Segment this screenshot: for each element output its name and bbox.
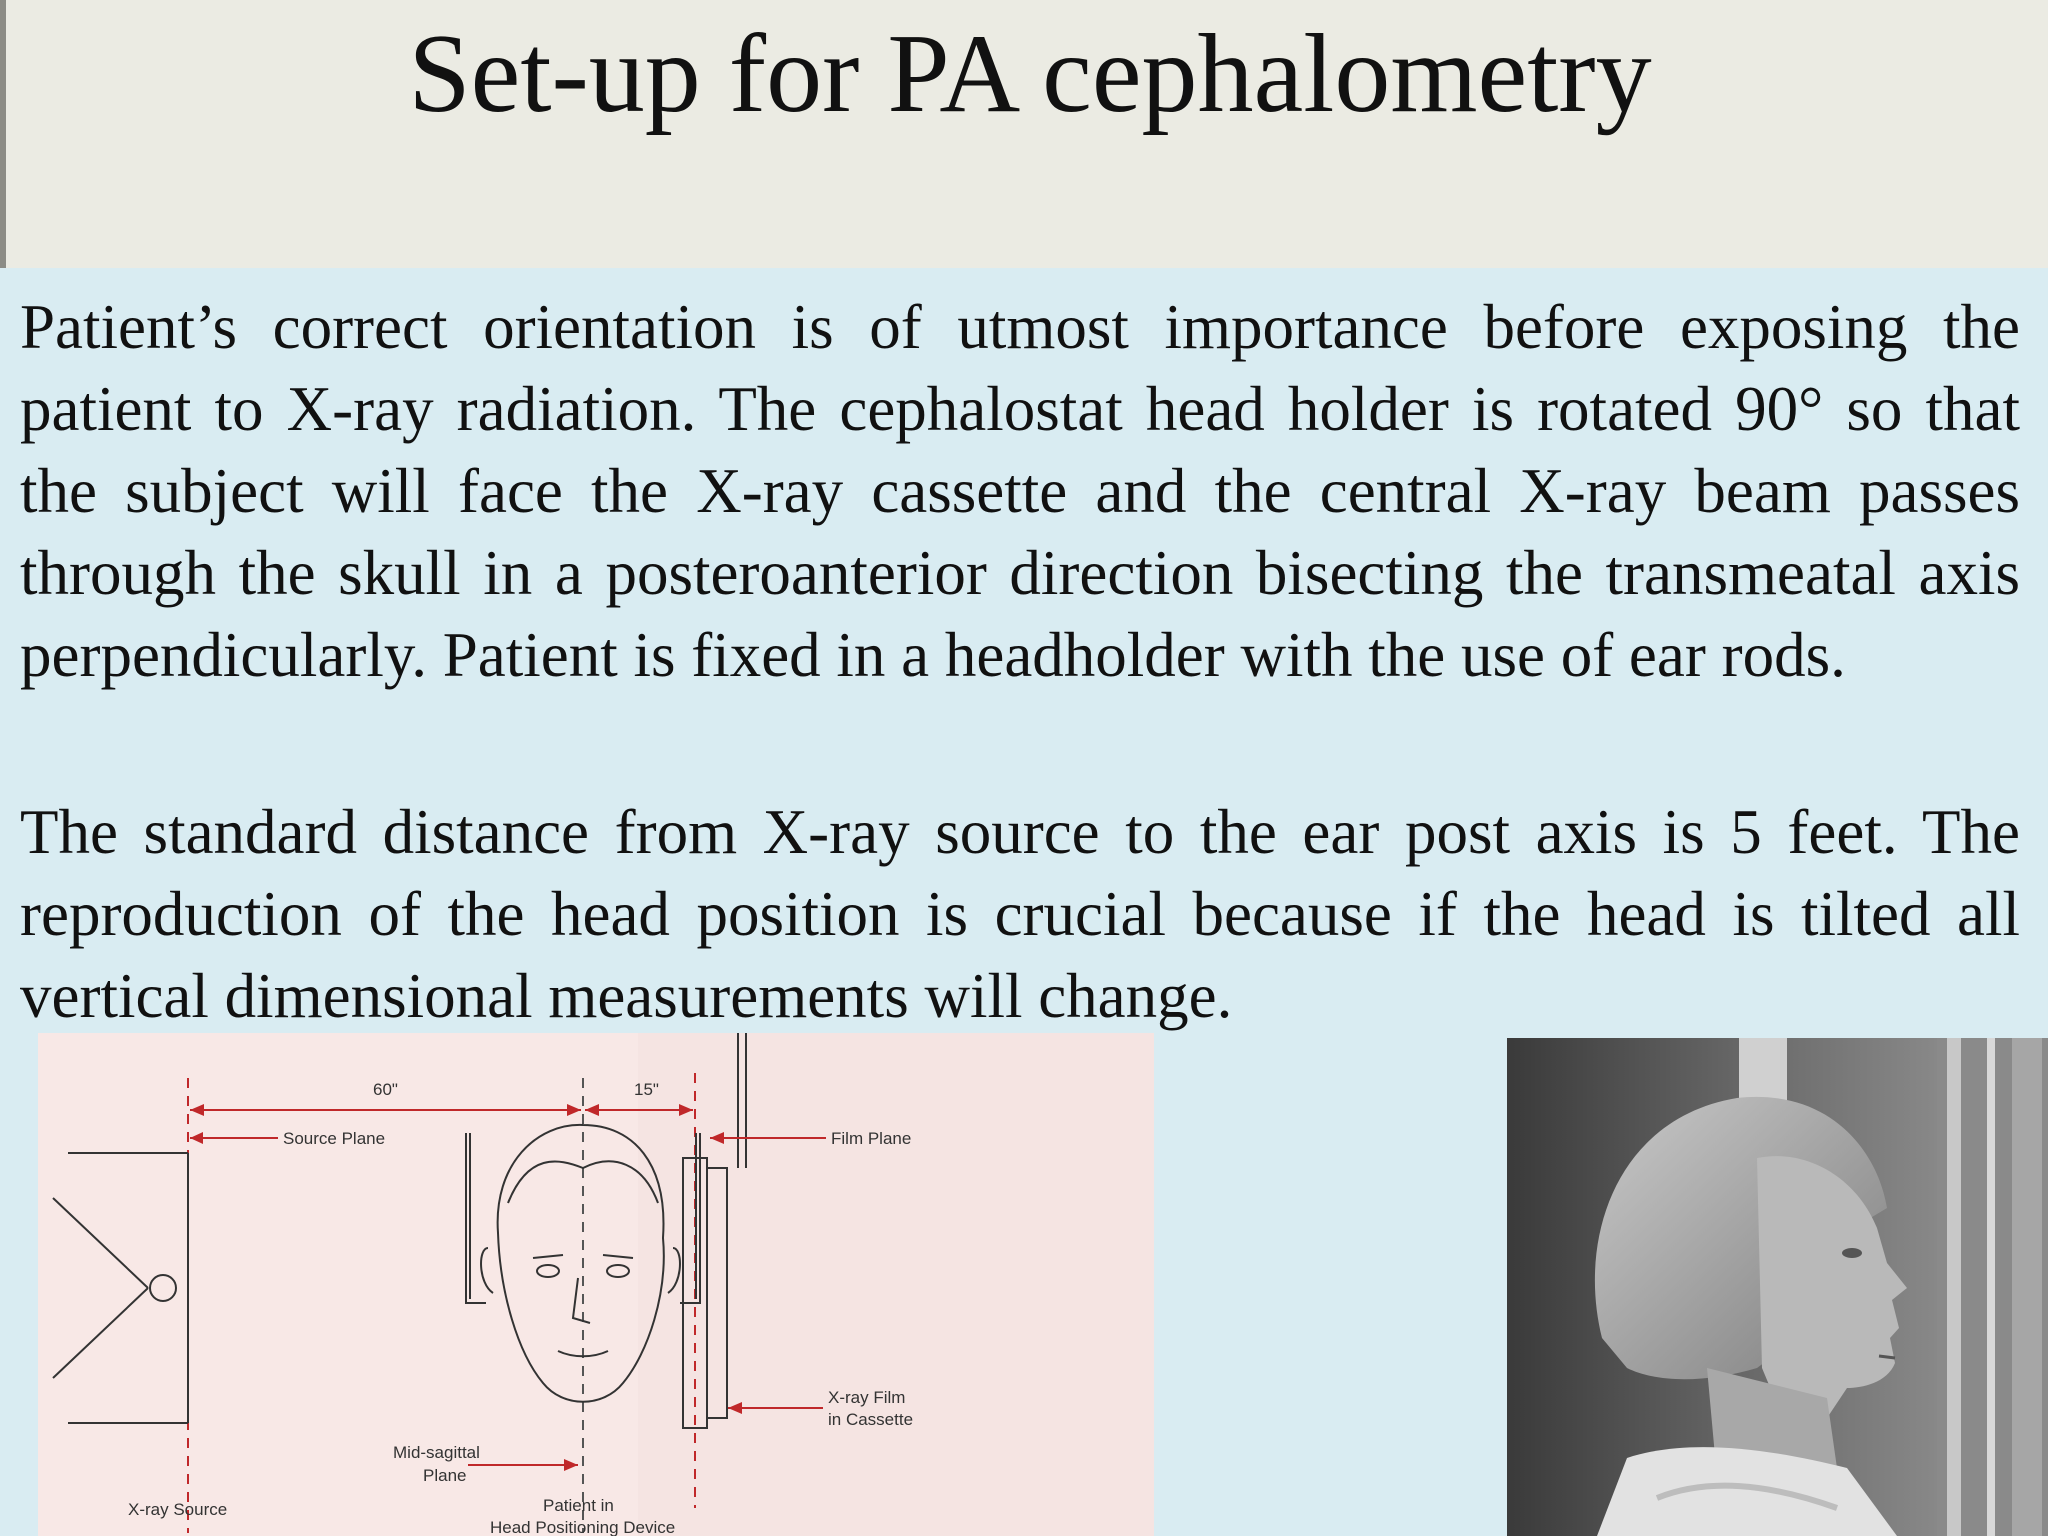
paragraph-distance: The standard distance from X-ray source to the ear post axis is 5 feet. The reproduction of the head position is crucial because if the head is tilted all vertical dimensional measurements will change. (20, 797, 2020, 1031)
xray-film-label-line1: X-ray Film (828, 1388, 906, 1407)
film-plane-label: Film Plane (831, 1129, 912, 1148)
xray-source-label: X-ray Source (128, 1500, 228, 1519)
title-bar (0, 0, 2048, 268)
patient-label-line1: Patient in (543, 1496, 614, 1515)
setup-diagram (38, 1033, 1154, 1536)
midsagittal-label-line1: Mid-sagittal (393, 1443, 480, 1462)
xray-film-label-line2: in Cassette (828, 1410, 914, 1429)
source-plane-label: Source Plane (283, 1129, 386, 1148)
distance-60-label: 60" (373, 1080, 398, 1099)
patient-photo (1507, 1038, 2048, 1536)
midsagittal-label-line2: Plane (423, 1466, 467, 1485)
slide-title: Set-up for PA cephalometry (408, 12, 1652, 136)
patient-label-line2: Head Positioning Device (490, 1518, 676, 1536)
distance-15-label: 15" (634, 1080, 659, 1099)
paragraph-orientation: Patient’s correct orientation is of utmost importance before exposing the patient to X-ray radiation. The cephalostat head holder is rotated 90° so that the subject will face the X-ray cassette and the central X-ray beam passes through the skull in a posteroanterior direction bisecting the transmeatal axis perpendicularly. Patient is fixed in a headholder with the use of ear rods. (20, 292, 2020, 690)
